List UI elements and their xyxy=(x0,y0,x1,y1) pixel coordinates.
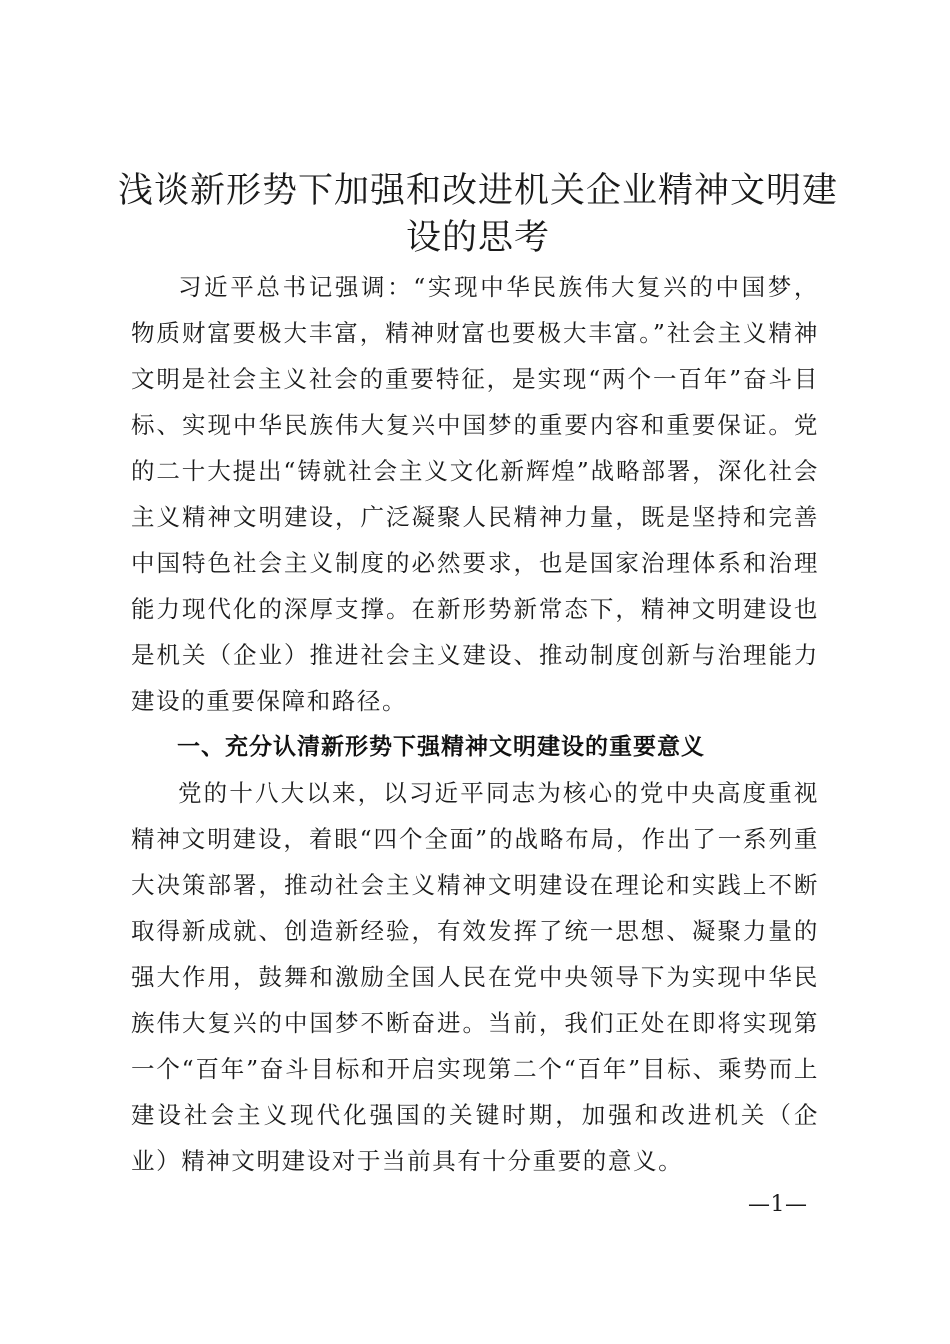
document-title: 浅谈新形势下加强和改进机关企业精神文明建设的思考 xyxy=(118,171,839,258)
document-body xyxy=(131,264,819,1184)
section-paragraph: 党的十八大以来，以习近平同志为核心的党中央高度重视精神文明建设，着眼“四个全面”的战略布局，作出了一系列重大决策部署，推动社会主义精神文明建设在理论和实践上不断取得新成就、创造新经验，有效发挥了统一思想、凝聚力量的强大作用，鼓舞和激励全国人民在党中央领导下为实现中华民族伟大复兴的中国梦不断奋进。当前，我们正处在即将实现第一个“百年”奋斗目标和开启实现第二个“百年”目标、乘势而上建设社会主义现代化强国的关键时期，加强和改进机关（企业）精神文明建设对于当前具有十分重要的意义。 xyxy=(131,779,819,1175)
section-heading: 一、充分认清新形势下强精神文明建设的重要意义 xyxy=(177,734,705,760)
intro-paragraph: 习近平总书记强调：“实现中华民族伟大复兴的中国梦，物质财富要极大丰富，精神财富也要极大丰富。”社会主义精神文明是社会主义社会的重要特征，是实现“两个一百年”奋斗目标、实现中华民族伟大复兴中国梦的重要内容和重要保证。党的二十大提出“铸就社会主义文化新辉煌”战略部署，深化社会主义精神文明建设，广泛凝聚人民精神力量，既是坚持和完善中国特色社会主义制度的必然要求，也是国家治理体系和治理能力现代化的深厚支撑。在新形势新常态下，精神文明建设也是机关（企业）推进社会主义建设、推动制度创新与治理能力建设的重要保障和路径。 xyxy=(131,273,819,715)
page-number: —1— xyxy=(748,1192,808,1217)
